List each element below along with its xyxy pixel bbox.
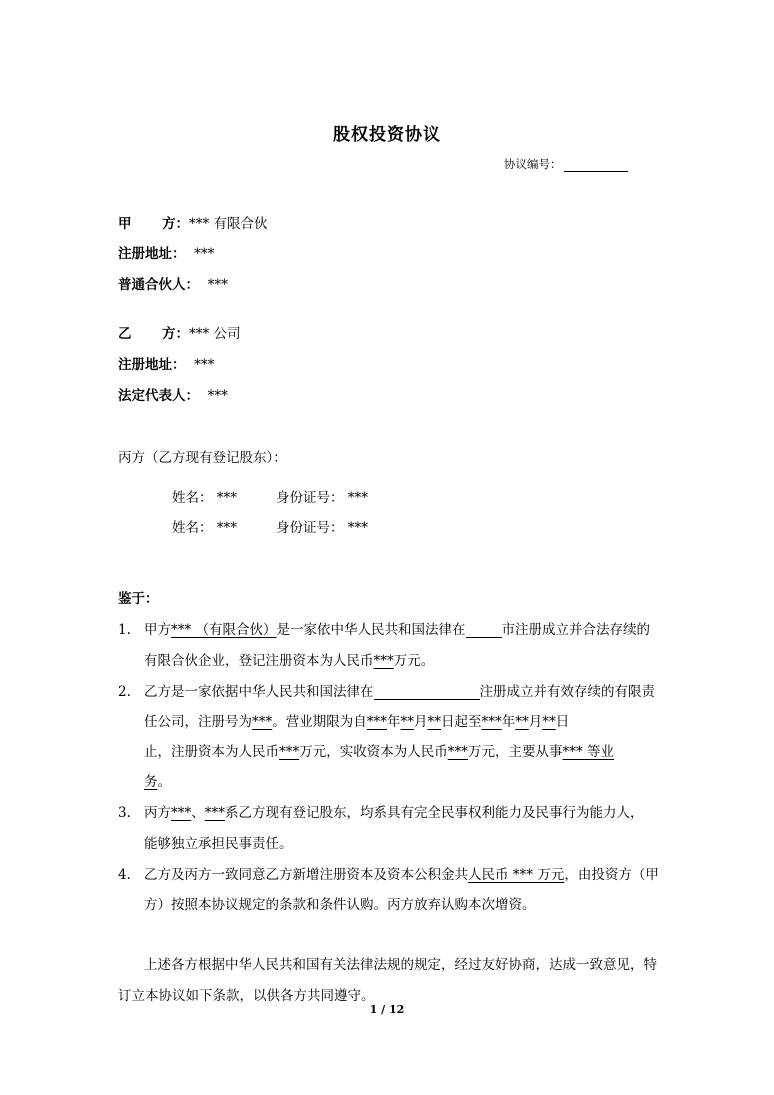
party-c-person-1-id	[276, 486, 368, 506]
party-a-label-2: 方：	[162, 216, 189, 232]
person-id-label: 身份证号：	[276, 520, 344, 536]
underlined-value: ***	[279, 744, 300, 760]
party-b-rep-line	[118, 384, 228, 404]
text-run: 万元。	[393, 653, 435, 669]
text-run: 方）按照本协议规定的条款和条件认购。丙方放弃认购本次增资。	[144, 897, 536, 913]
underlined-value: **	[542, 714, 556, 730]
text-run: 。	[157, 774, 171, 790]
text-run: 止，注册资本为人民币	[144, 744, 279, 760]
party-a-partner: ***	[207, 277, 228, 293]
text-run: 甲方	[144, 622, 171, 638]
party-b-address: ***	[194, 357, 215, 373]
whereas-item-4-line-2	[144, 893, 536, 913]
whereas-item-1-line-2	[144, 649, 434, 669]
underlined-value: *** 等业	[562, 744, 615, 760]
document-title: 股权投资协议	[333, 125, 441, 145]
text-run: 日	[555, 714, 570, 730]
party-b-name: *** 公司	[189, 326, 241, 342]
text-run: 系乙方现有登记股东，均系具有完全民事权利能力及民事行为能力人，	[225, 805, 644, 821]
person-name-label: 姓名：	[172, 490, 213, 506]
party-a-partner-label: 普通合伙人：	[118, 277, 199, 293]
party-c-person-2	[172, 516, 237, 536]
underlined-value: ***	[204, 805, 225, 821]
list-number: 4.	[118, 867, 131, 883]
party-b-label-1: 乙	[118, 326, 132, 342]
text-run: 乙方是一家依据中华人民共和国法律在	[144, 684, 374, 700]
whereas-item-4-line-1	[118, 863, 659, 883]
person-id-label: 身份证号：	[276, 490, 344, 506]
whereas-item-3-line-1	[118, 801, 644, 821]
blank-field	[466, 623, 502, 638]
party-a-name: *** 有限合伙	[189, 216, 268, 232]
list-number: 1.	[118, 622, 131, 638]
party-c-heading: 丙方（乙方现有登记股东）：	[118, 450, 287, 466]
text-run: 、	[191, 805, 205, 821]
underlined-value: **	[515, 714, 529, 730]
party-a-partner-line	[118, 273, 228, 293]
underlined-value: ***	[366, 714, 387, 730]
person-name-label: 姓名：	[172, 520, 213, 536]
party-b-rep-label: 法定代表人：	[118, 388, 199, 404]
agreement-number-blank	[564, 159, 628, 172]
text-run: 万元，实收资本为人民币	[299, 744, 448, 760]
text-run: 乙方及丙方一致同意乙方新增注册资本及资本公积金共	[144, 867, 468, 883]
underlined-value: **	[427, 714, 441, 730]
agreement-number-label: 协议编号：	[504, 157, 562, 171]
text-run: 万元，主要从事	[468, 744, 563, 760]
underlined-value: ***	[373, 653, 394, 669]
party-a-address-line	[118, 242, 214, 262]
text-run: 任公司，注册号为	[144, 714, 252, 730]
text-run: 日起至	[441, 714, 482, 730]
person-id: ***	[347, 520, 369, 536]
page-number: 1 / 12	[369, 1003, 405, 1016]
whereas-item-2-line-4	[144, 770, 171, 790]
whereas-item-3-line-2	[144, 832, 293, 852]
underlined-value: ***	[447, 744, 468, 760]
whereas-item-2-line-3	[144, 740, 614, 760]
list-number: 3.	[118, 805, 131, 821]
party-b-address-label: 注册地址：	[118, 357, 186, 373]
blank-field	[374, 685, 480, 700]
underlined-value: ***	[252, 714, 273, 730]
underlined-value: **	[400, 714, 414, 730]
whereas-item-2-line-1	[118, 680, 655, 700]
text-run: 月	[414, 714, 428, 730]
person-id: ***	[347, 490, 369, 506]
person-name: ***	[216, 490, 238, 506]
party-a-label-1: 甲	[118, 216, 132, 232]
agreement-number	[504, 156, 628, 172]
party-a-address-label: 注册地址：	[118, 246, 186, 262]
text-run: 注册成立并有效存续的有限责	[479, 684, 655, 700]
party-a-address: ***	[194, 246, 215, 262]
party-b-rep: ***	[207, 388, 228, 404]
underlined-value: 人民币 *** 万元	[468, 867, 565, 883]
underlined-value: 务	[144, 774, 158, 790]
closing-line-1: 上述各方根据中华人民共和国有关法律法规的规定，经过友好协商，达成一致意见，特	[144, 957, 657, 973]
text-run: 能够独立承担民事责任。	[144, 836, 293, 852]
underlined-value: *** （有限合伙）	[171, 622, 277, 638]
party-b-label-2: 方：	[162, 326, 189, 342]
closing-line-2: 订立本协议如下条款，以供各方共同遵守。	[118, 988, 375, 1004]
text-run: 月	[528, 714, 543, 730]
text-run: 是一家依中华人民共和国法律在	[276, 622, 466, 638]
party-b-line	[118, 322, 241, 342]
party-b-address-line	[118, 353, 214, 373]
party-c-person-1	[172, 486, 237, 506]
underlined-value: ***	[171, 805, 192, 821]
party-a-line	[118, 212, 268, 232]
whereas-item-2-line-2	[144, 710, 569, 730]
list-number: 2.	[118, 684, 131, 700]
text-run: 市注册成立并合法存续的	[501, 622, 651, 638]
text-run: 。营业期限为自	[272, 714, 367, 730]
text-run: 有限合伙企业，登记注册资本为人民币	[144, 653, 374, 669]
text-run: 年	[501, 714, 516, 730]
party-c-person-2-id	[276, 516, 368, 536]
text-run: ，由投资方（甲	[564, 867, 659, 883]
text-run: 年	[387, 714, 401, 730]
text-run: 丙方	[144, 805, 171, 821]
underlined-value: ***	[481, 714, 502, 730]
person-name: ***	[216, 520, 238, 536]
whereas-heading: 鉴于：	[118, 591, 159, 607]
whereas-item-1-line-1	[118, 618, 650, 638]
